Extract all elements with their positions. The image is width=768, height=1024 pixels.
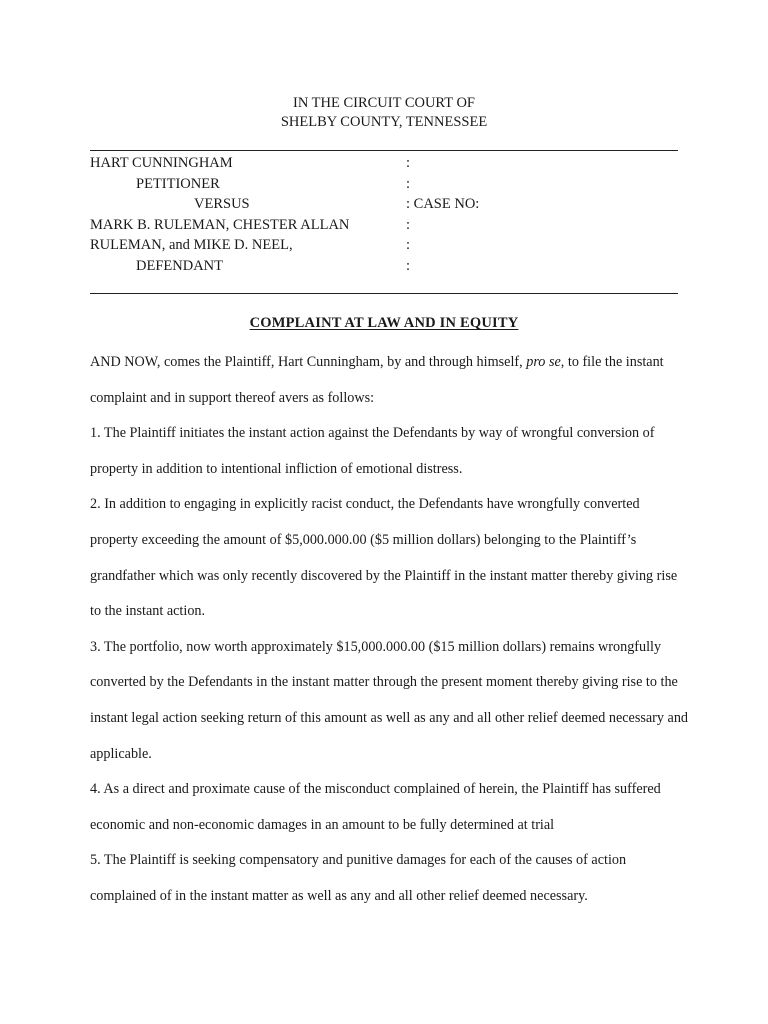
case-caption <box>90 153 678 276</box>
complaint-body <box>90 345 690 915</box>
county-line: SHELBY COUNTY, TENNESSEE <box>280 114 488 130</box>
caption-row-defendants-2 <box>90 235 678 256</box>
intro-paragraph <box>90 345 690 416</box>
petitioner-label: PETITIONER <box>136 175 220 192</box>
court-name-line: IN THE CIRCUIT COURT OF <box>292 95 475 111</box>
caption-bottom-rule <box>90 293 678 294</box>
caption-row-defendants-1 <box>90 215 678 236</box>
caption-row-plaintiff <box>90 153 678 174</box>
caption-row-defendant-label <box>90 256 678 277</box>
caption-colon: : <box>406 155 411 171</box>
paragraph-2: 2. In addition to engaging in explicitly racist conduct, the Defendants have wrongfully converted property exceeding the amount of $5,000.000.00 ($5 million dollars) belonging to the Plaintiff’s grandfather which was only recently discovered by the Plaintiff in the instant matter thereby giving rise to the instant action. <box>90 496 678 620</box>
paragraph-4: 4. As a direct and proximate cause of the misconduct complained of herein, the Plaintiff has suffered economic and non-economic damages in an amount to be fully determined at trial <box>90 781 661 833</box>
document-title <box>0 313 768 333</box>
caption-colon: : <box>406 237 411 253</box>
caption-colon: : <box>406 216 411 233</box>
paragraph-3: 3. The portfolio, now worth approximately $15,000.000.00 ($15 million dollars) remains wrongfully converted by the Defendants in the instant matter through the present moment thereby giving rise to the instant legal action seeking return of this amount as well as any and all other relief deemed necessary and applicable. <box>90 638 689 762</box>
defendant-names-line-2: RULEMAN, and MIKE D. NEEL, <box>90 237 293 253</box>
caption-row-petitioner <box>90 174 678 195</box>
defendant-label: DEFENDANT <box>136 257 223 274</box>
court-header <box>0 94 768 132</box>
intro-text-start: AND NOW, comes the Plaintiff, Hart Cunningham, by and through himself, <box>90 354 527 370</box>
caption-colon: : <box>406 175 411 192</box>
case-number-label: : CASE NO: <box>406 196 480 212</box>
paragraph-5: 5. The Plaintiff is seeking compensatory and punitive damages for each of the causes of action complained of in the instant matter as well as any and all other relief deemed necessary. <box>90 852 627 904</box>
document-title-text: COMPLAINT AT LAW AND IN EQUITY <box>249 315 519 331</box>
plaintiff-name: HART CUNNINGHAM <box>90 155 233 171</box>
defendant-names-line-1: MARK B. RULEMAN, CHESTER ALLAN <box>90 216 350 233</box>
intro-text-end: , to file the instant complaint and in support thereof avers as follows: <box>90 354 664 406</box>
caption-colon: : <box>406 257 411 274</box>
caption-row-versus <box>90 194 678 215</box>
caption-top-rule <box>90 150 678 151</box>
versus-label: VERSUS <box>194 196 250 212</box>
paragraph-1: 1. The Plaintiff initiates the instant action against the Defendants by way of wrongful conversion of property in addition to intentional infliction of emotional distress. <box>90 425 655 477</box>
intro-text-italic: pro se <box>526 354 561 370</box>
